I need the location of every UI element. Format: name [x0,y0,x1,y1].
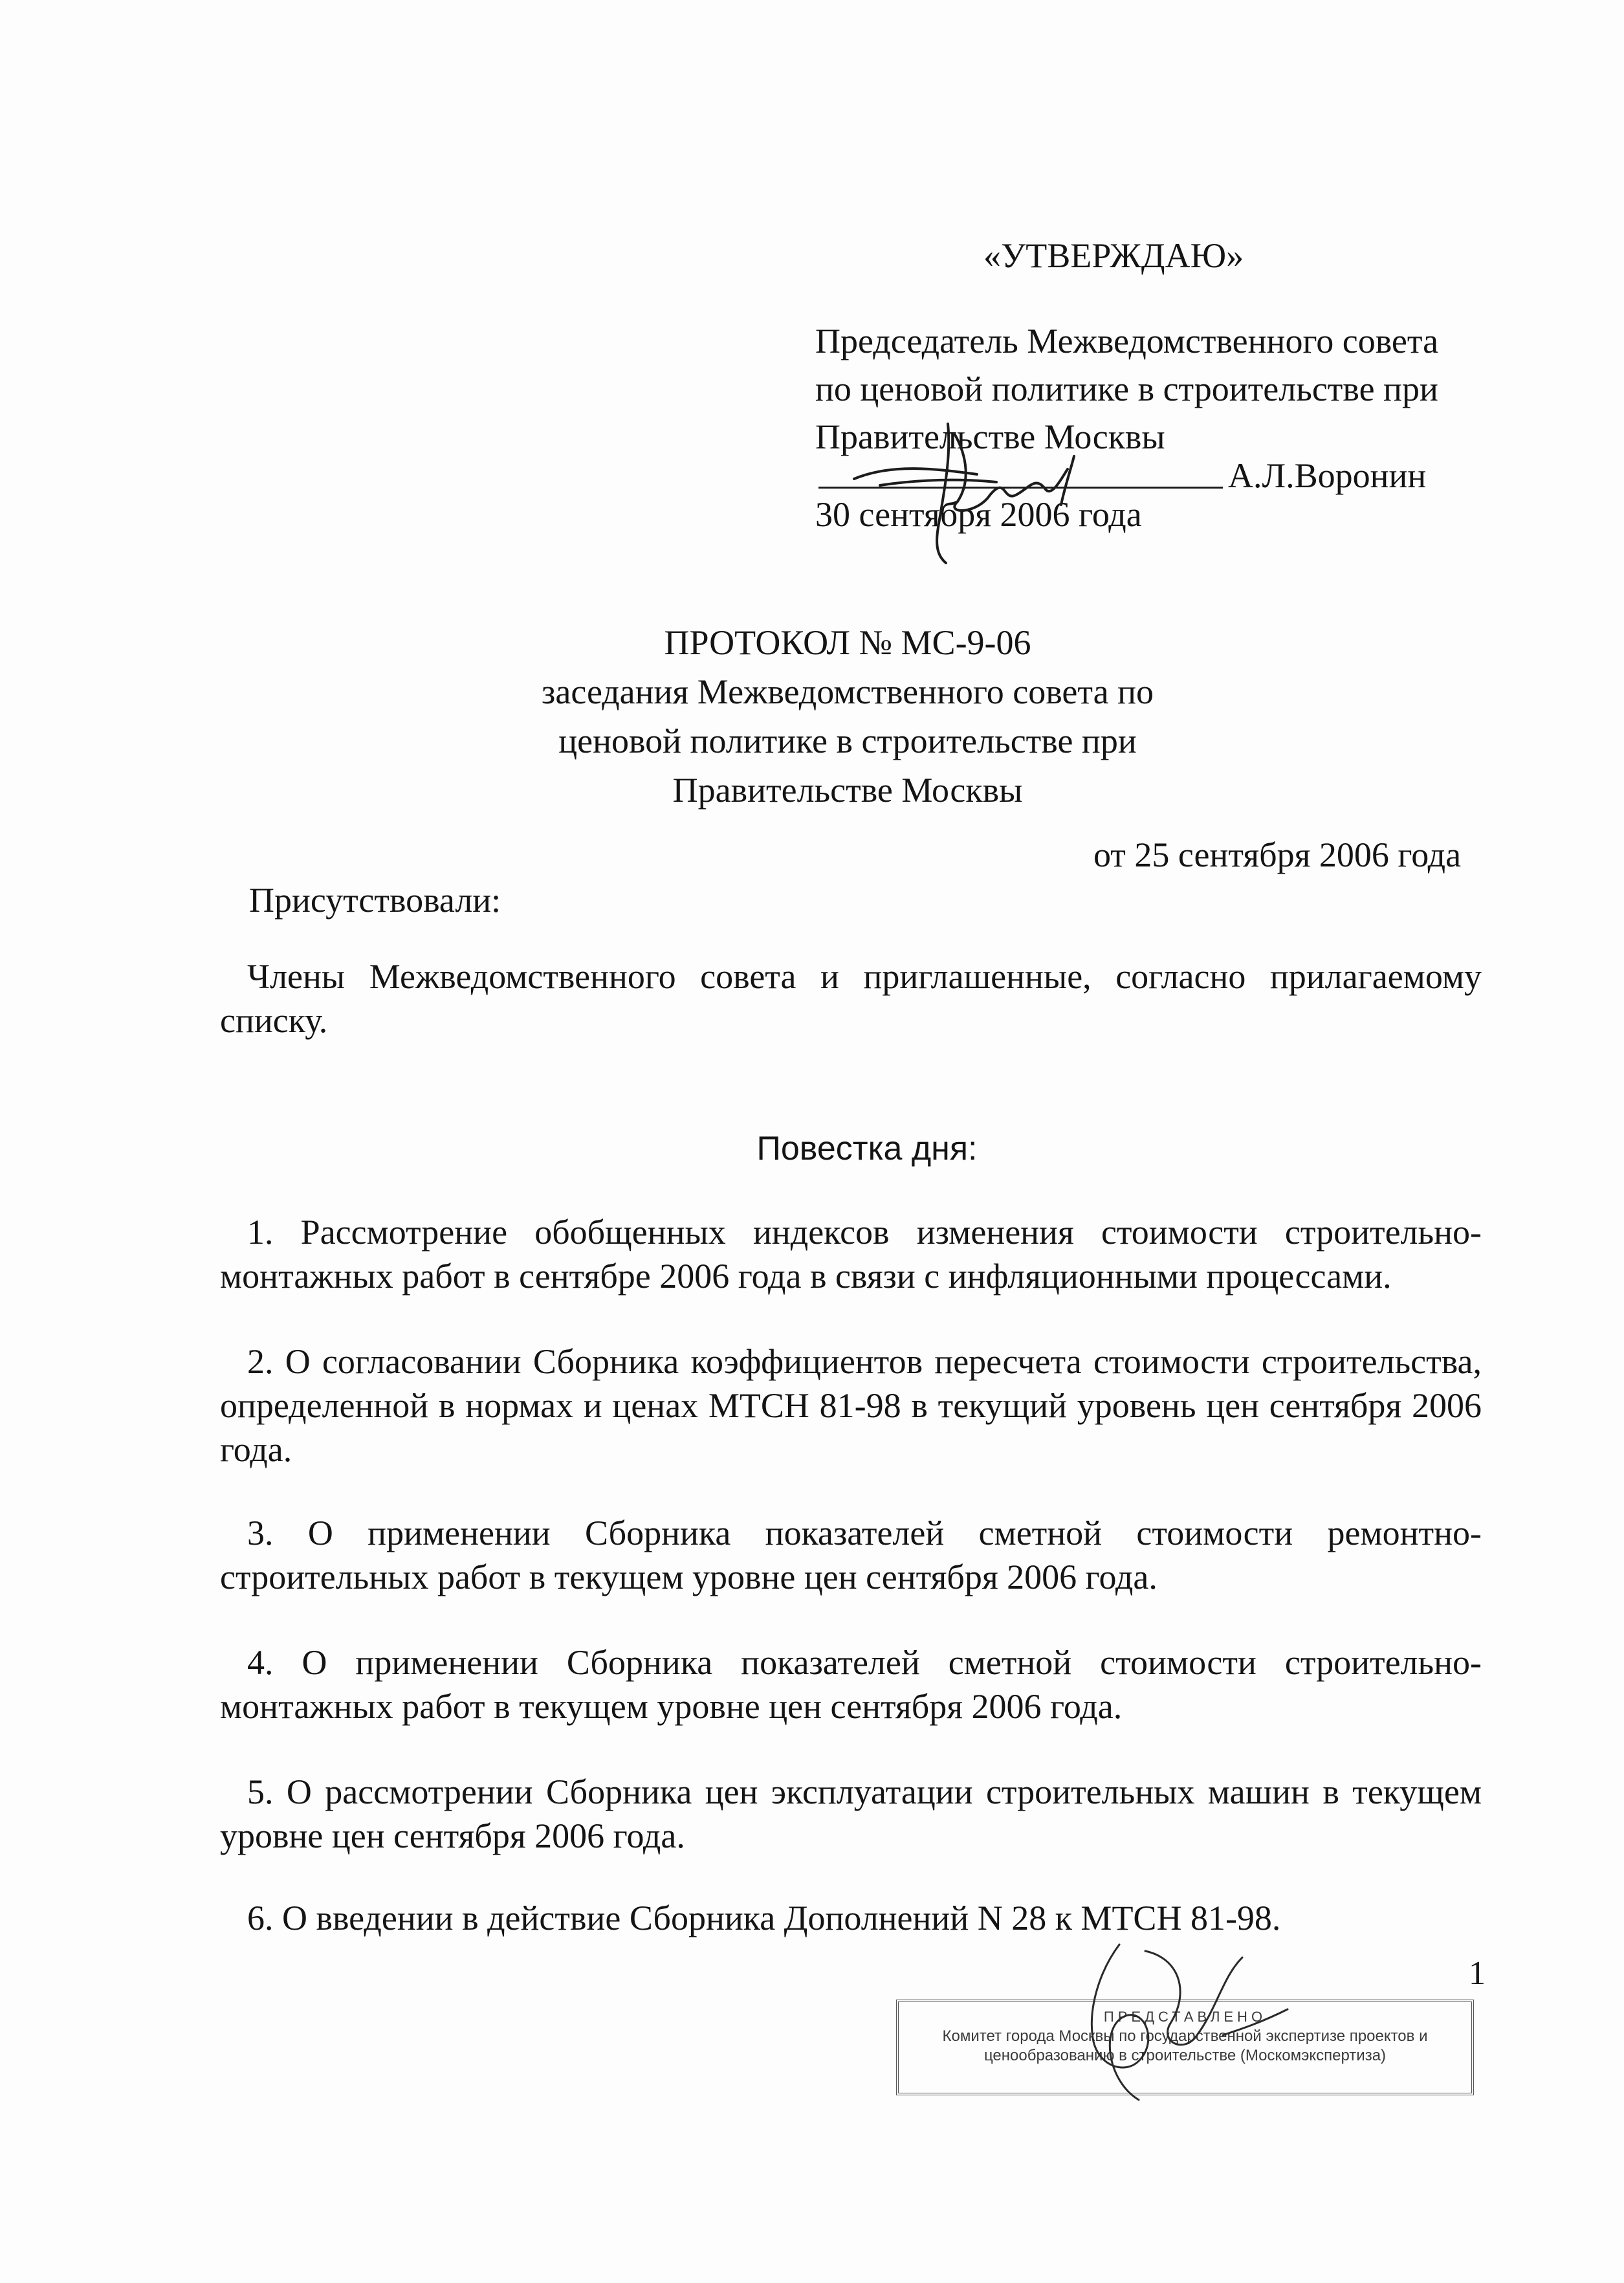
protocol-line-1: заседания Межведомственного совета по [542,672,1154,711]
agenda-title [0,1129,1624,1168]
chairman-signature [841,417,1145,566]
agenda-item-2: 2. О согласовании Сборника коэффициентов пересчета стоимости строительства, определенной в нормах и ценах МТСН 81-98 в текущий уровень цен сентября 2006 года. [220,1342,1482,1469]
protocol-title-block [453,618,1242,815]
stamp-signature [1029,1932,1320,2126]
approval-line-1: Председатель Межведомственного совета [815,322,1439,360]
attendance-text: Члены Межведомственного совета и приглашенные, согласно прилагаемому списку. [220,957,1482,1040]
agenda-item-6: 6. О введении в действие Сборника Дополнений N 28 к МТСН 81-98. [247,1899,1281,1937]
protocol-line-2: ценовой политике в строительстве при [558,722,1137,760]
approval-date: 30 сентября 2006 года [815,495,1142,534]
agenda-item-4: 4. О применении Сборника показателей сметной стоимости строительно-монтажных работ в текущем уровне цен сентября 2006 года. [220,1643,1482,1726]
approval-line-3: Правительстве Москвы [815,417,1165,456]
approval-heading: «УТВЕРЖДАЮ» [983,236,1244,275]
protocol-line-3: Правительстве Москвы [672,771,1023,810]
stamp-line-3: ценообразованию в строительстве (Москомэкспертиза) [983,2047,1387,2064]
approval-signer: А.Л.Воронин [1228,456,1427,495]
agenda-item-5: 5. О рассмотрении Сборника цен эксплуатации строительных машин в текущем уровне цен сентября 2006 года. [220,1772,1482,1855]
protocol-title: ПРОТОКОЛ № МС-9-06 [664,623,1031,662]
stamp-line-1: ПРЕДСТАВЛЕНО [1103,2009,1267,2025]
approval-line-2: по ценовой политике в строительстве при [815,369,1438,408]
protocol-date: от 25 сентября 2006 года [1093,835,1462,874]
agenda-item-1: 1. Рассмотрение обобщенных индексов изменения стоимости строительно-монтажных работ в сентябре 2006 года в связи с инфляционными процессами. [220,1213,1482,1296]
agenda-item-3: 3. О применении Сборника показателей сметной стоимости ремонтно-строительных работ в текущем уровне цен сентября 2006 года. [220,1514,1482,1596]
stamp-line-2: Комитет города Москвы по государственной экспертизе проектов и [942,2027,1428,2045]
page-number: 1 [1469,1955,1486,1992]
agenda-title-text: Повестка дня: [756,1130,978,1167]
attendance-heading: Присутствовали: [249,881,501,920]
